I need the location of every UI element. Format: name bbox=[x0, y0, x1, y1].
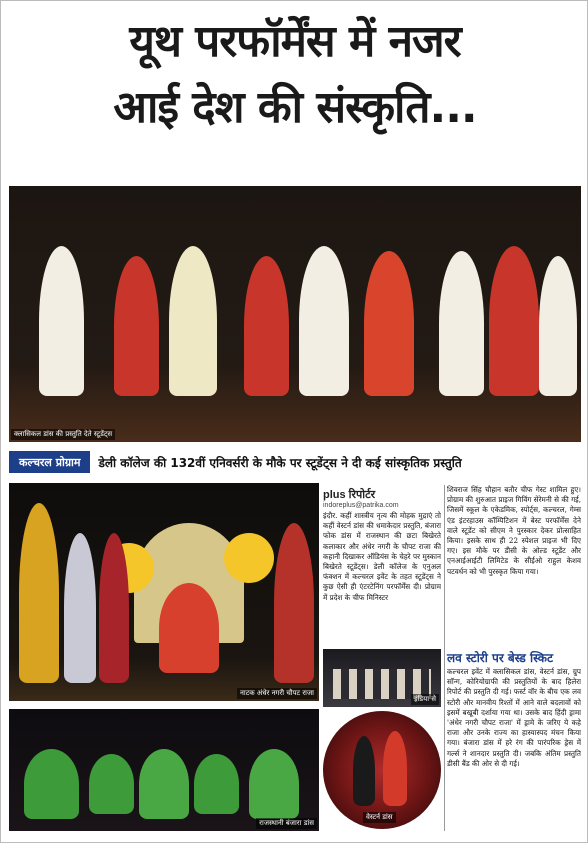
photo-caption: वेस्टर्न डांस bbox=[363, 812, 396, 823]
photo-caption: क्लासिकल डांस की प्रस्तुति देते स्टूडेंट्स bbox=[11, 429, 115, 440]
article-subhead: लव स्टोरी पर बेस्ड स्किट bbox=[447, 651, 554, 665]
section-tag: कल्चरल प्रोग्राम bbox=[9, 451, 90, 473]
fan-prop bbox=[224, 533, 274, 583]
classical-dance-photo bbox=[9, 186, 581, 442]
column-divider bbox=[444, 485, 445, 831]
headline-line-2: आई देश की संस्कृति... bbox=[113, 82, 477, 133]
section-subtitle: डेली कॉलेज की 132वीं एनिवर्सरी के मौके पर स्टूडेंट्स ने दी कई सांस्कृतिक प्रस्तुति bbox=[98, 455, 462, 470]
headline-line-1: यूथ परफॉर्मेंस में नजर bbox=[129, 16, 461, 67]
dancer-figure bbox=[24, 749, 79, 819]
photo-caption: नाटक अंधेर नगरी चौपट राजा bbox=[237, 688, 317, 699]
dancer-figure bbox=[353, 736, 375, 806]
byline-email: indoreplus@patrika.com bbox=[323, 502, 399, 509]
dancer-figure bbox=[539, 256, 577, 396]
actor-figure bbox=[159, 583, 219, 673]
headline bbox=[1, 9, 588, 141]
dancer-figure bbox=[244, 256, 289, 396]
dancer-figure bbox=[364, 251, 414, 396]
dancer-figure bbox=[489, 246, 539, 396]
dancer-figure bbox=[439, 251, 484, 396]
dancer-figure bbox=[194, 754, 239, 814]
article-column-3: कल्चरल इवेंट में क्लासिकल डांस, वेस्टर्न डांस, ग्रुप सॉन्ग, कोरियोग्राफी की प्रस्तुतियों के बाद हिलेरा रिपोर्ट की प्रस्तुति दी गई। फर्स्ट वॉर के बीच एक लव स्टोरी और मानवीय रिश्तों में आने वाले बदलावों को इसमें बखूबी दर्शाया गया था। उसके बाद हिंदी ड्रामा 'अंधेर नगरी चौपट राजा' में ड्रामे के जरिए ये कहे राजा और उनके राज्य का हास्यास्पद मंचन किया गया। बंजारा डांस में हरे रंग की पारंपरिक ड्रेस में गर्ल्स ने शानदार प्रस्तुति दी। जबकि अंतिम प्रस्तुति डीसी बैंड की ओर से दी गई। bbox=[447, 667, 581, 768]
india-photo bbox=[323, 649, 441, 707]
actor-figure bbox=[64, 533, 96, 683]
article-column-2: शिवराज सिंह चौहान बतौर चीफ गेस्ट शामिल हुए। प्रोग्राम की शुरुआत प्राइज गिविंग सेरेमनी से की गई, जिसमें स्कूल के एकेडमिक, स्पोर्ट्स, कल्चरल, गेम्स एंड इंटरहाउस कॉम्पिटिशन में बेस्ट परफॉर्मेंस देने वाले स्टूडेंट को सीएम ने पुरस्कार देकर प्रोत्साहित किया। इसके साथ ही 22 स्पेशल प्राइज भी दिए गए। इस मौके पर डीसी के ओल्ड स्टूडेंट और एनआईआईटी लिमिटेड के सीईओ राहुल केशव पटवर्धन को भी पुरस्कृत किया गया। bbox=[447, 485, 581, 576]
dancer-figure bbox=[139, 749, 189, 819]
dancer-figure bbox=[299, 246, 349, 396]
natak-photo bbox=[9, 483, 319, 701]
article-column-1: इंदौर. कहीं शास्त्रीय नृत्य की मोहक मुद्राएं तो कहीं वेस्टर्न डांस की धमाकेदार प्रस्तुति, बंजारा फोक डांस में राजस्थान की छटा बिखेरते कलाकार और अंधेर नगरी के चौपट राजा की कहानी दिखाकर ऑडियंस के चेहरे पर मुस्कान बिखेरते स्टूडेंट्स। डेली कॉलेज के एनुअल फंक्शन में कल्चरल इवेंट के तहत स्टूडेंट्स ने कुछ ऐसी ही एंटरटेनिंग परफॉर्मेंस दी। प्रोग्राम में प्रदेश के चीफ मिनिस्टर bbox=[323, 511, 441, 602]
actor-figure bbox=[19, 503, 59, 683]
dancer-figure bbox=[169, 246, 217, 396]
dancer-figure bbox=[249, 749, 299, 819]
western-dance-photo bbox=[323, 711, 441, 829]
actor-figure bbox=[274, 523, 314, 683]
section-band bbox=[9, 447, 581, 477]
photo-caption: राजस्थानी बंजारा डांस bbox=[256, 818, 317, 829]
rajasthani-dance-photo bbox=[9, 709, 319, 831]
dancer-figure bbox=[114, 256, 159, 396]
byline bbox=[323, 487, 443, 509]
byline-brand: plus रिपोर्टर bbox=[323, 489, 376, 501]
dancer-figure bbox=[39, 246, 84, 396]
photo-caption: इंडिया से bbox=[411, 694, 439, 705]
actor-figure bbox=[99, 533, 129, 683]
dancer-figure bbox=[89, 754, 134, 814]
dancer-figure bbox=[383, 731, 407, 806]
